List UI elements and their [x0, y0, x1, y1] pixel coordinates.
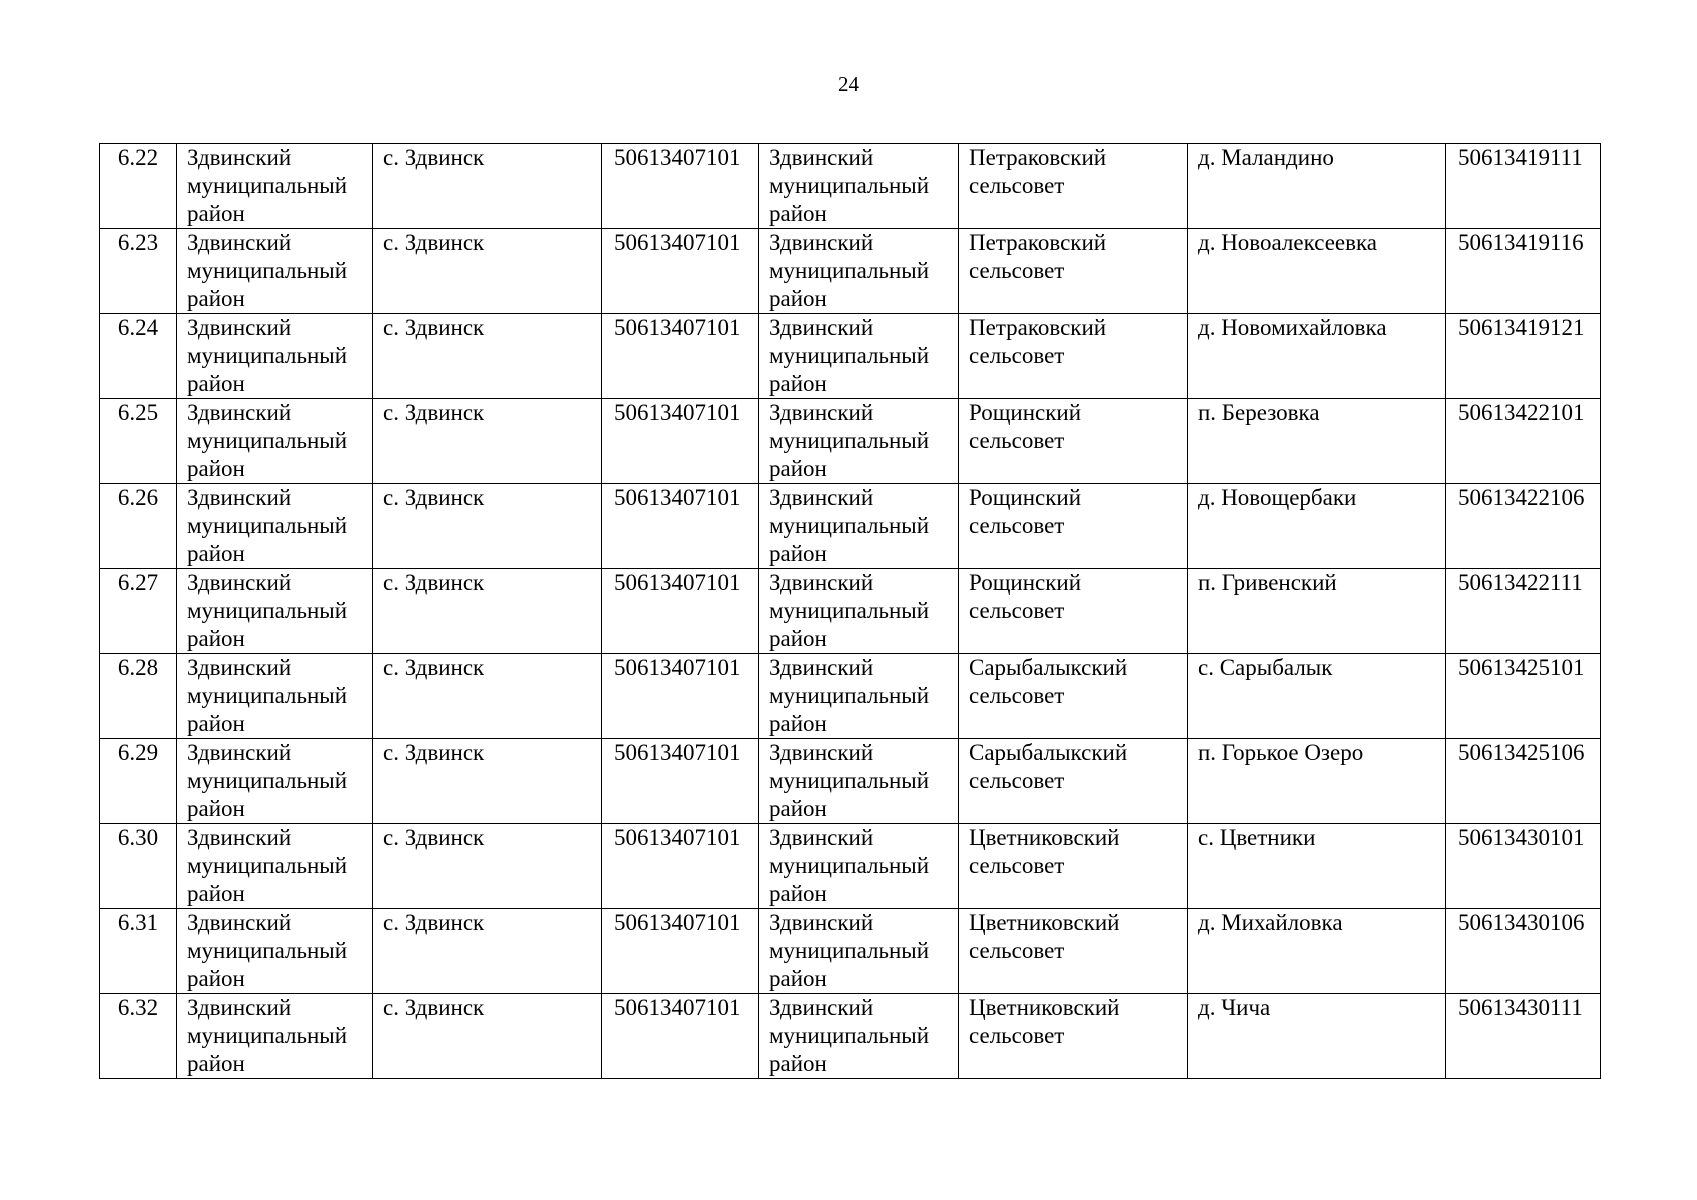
council-cell: Сарыбалыкский сельсовет: [959, 739, 1188, 824]
district-cell: Здвинский муниципальный район: [177, 824, 373, 909]
table-row: [100, 484, 1601, 569]
admin-center-code-cell: 50613407101: [602, 824, 759, 909]
table-body: [100, 144, 1601, 1079]
settlement-code-cell: 50613430106: [1446, 909, 1601, 994]
table-row: [100, 399, 1601, 484]
admin-center-code-cell: 50613407101: [602, 739, 759, 824]
admin-center-code-cell: 50613407101: [602, 909, 759, 994]
table-row: [100, 739, 1601, 824]
table-row: [100, 144, 1601, 229]
council-cell: Петраковский сельсовет: [959, 229, 1188, 314]
row-number-cell: 6.25: [100, 399, 177, 484]
admin-center-cell: с. Здвинск: [373, 484, 602, 569]
settlement-code-cell: 50613430101: [1446, 824, 1601, 909]
row-number-cell: 6.29: [100, 739, 177, 824]
municipal-district-cell: Здвинский муниципальный район: [759, 569, 959, 654]
council-cell: Рощинский сельсовет: [959, 569, 1188, 654]
municipal-district-cell: Здвинский муниципальный район: [759, 654, 959, 739]
admin-center-cell: с. Здвинск: [373, 739, 602, 824]
settlement-cell: с. Сарыбалык: [1188, 654, 1446, 739]
district-cell: Здвинский муниципальный район: [177, 569, 373, 654]
admin-center-cell: с. Здвинск: [373, 909, 602, 994]
admin-center-code-cell: 50613407101: [602, 229, 759, 314]
row-number-cell: 6.26: [100, 484, 177, 569]
admin-center-code-cell: 50613407101: [602, 144, 759, 229]
settlement-cell: п. Гривенский: [1188, 569, 1446, 654]
table-row: [100, 654, 1601, 739]
settlement-cell: с. Цветники: [1188, 824, 1446, 909]
settlement-cell: п. Горькое Озеро: [1188, 739, 1446, 824]
settlements-table: [99, 143, 1601, 1079]
settlement-cell: д. Новоалексеевка: [1188, 229, 1446, 314]
municipal-district-cell: Здвинский муниципальный район: [759, 314, 959, 399]
admin-center-code-cell: 50613407101: [602, 484, 759, 569]
municipal-district-cell: Здвинский муниципальный район: [759, 824, 959, 909]
admin-center-code-cell: 50613407101: [602, 314, 759, 399]
admin-center-code-cell: 50613407101: [602, 654, 759, 739]
settlement-code-cell: 50613419116: [1446, 229, 1601, 314]
row-number-cell: 6.22: [100, 144, 177, 229]
district-cell: Здвинский муниципальный район: [177, 909, 373, 994]
district-cell: Здвинский муниципальный район: [177, 314, 373, 399]
municipal-district-cell: Здвинский муниципальный район: [759, 144, 959, 229]
row-number-cell: 6.32: [100, 994, 177, 1079]
settlement-code-cell: 50613425106: [1446, 739, 1601, 824]
council-cell: Цветниковский сельсовет: [959, 909, 1188, 994]
district-cell: Здвинский муниципальный район: [177, 399, 373, 484]
settlement-cell: п. Березовка: [1188, 399, 1446, 484]
admin-center-cell: с. Здвинск: [373, 994, 602, 1079]
table-row: [100, 229, 1601, 314]
admin-center-cell: с. Здвинск: [373, 399, 602, 484]
municipal-district-cell: Здвинский муниципальный район: [759, 909, 959, 994]
table-row: [100, 994, 1601, 1079]
district-cell: Здвинский муниципальный район: [177, 144, 373, 229]
settlement-code-cell: 50613430111: [1446, 994, 1601, 1079]
admin-center-cell: с. Здвинск: [373, 824, 602, 909]
municipal-district-cell: Здвинский муниципальный район: [759, 399, 959, 484]
settlement-code-cell: 50613422101: [1446, 399, 1601, 484]
district-cell: Здвинский муниципальный район: [177, 654, 373, 739]
council-cell: Цветниковский сельсовет: [959, 994, 1188, 1079]
table-row: [100, 909, 1601, 994]
council-cell: Петраковский сельсовет: [959, 144, 1188, 229]
row-number-cell: 6.23: [100, 229, 177, 314]
admin-center-cell: с. Здвинск: [373, 569, 602, 654]
settlement-code-cell: 50613425101: [1446, 654, 1601, 739]
table-row: [100, 314, 1601, 399]
settlement-code-cell: 50613422106: [1446, 484, 1601, 569]
settlement-cell: д. Новощербаки: [1188, 484, 1446, 569]
district-cell: Здвинский муниципальный район: [177, 484, 373, 569]
municipal-district-cell: Здвинский муниципальный район: [759, 739, 959, 824]
admin-center-cell: с. Здвинск: [373, 229, 602, 314]
settlement-cell: д. Новомихайловка: [1188, 314, 1446, 399]
council-cell: Петраковский сельсовет: [959, 314, 1188, 399]
row-number-cell: 6.24: [100, 314, 177, 399]
page-number: 24: [838, 72, 859, 96]
council-cell: Сарыбалыкский сельсовет: [959, 654, 1188, 739]
settlement-cell: д. Михайловка: [1188, 909, 1446, 994]
row-number-cell: 6.31: [100, 909, 177, 994]
table-row: [100, 824, 1601, 909]
district-cell: Здвинский муниципальный район: [177, 994, 373, 1079]
council-cell: Рощинский сельсовет: [959, 484, 1188, 569]
council-cell: Рощинский сельсовет: [959, 399, 1188, 484]
settlement-code-cell: 50613422111: [1446, 569, 1601, 654]
admin-center-cell: с. Здвинск: [373, 314, 602, 399]
admin-center-code-cell: 50613407101: [602, 569, 759, 654]
municipal-district-cell: Здвинский муниципальный район: [759, 484, 959, 569]
table-row: [100, 569, 1601, 654]
district-cell: Здвинский муниципальный район: [177, 739, 373, 824]
settlement-cell: д. Чича: [1188, 994, 1446, 1079]
settlement-code-cell: 50613419111: [1446, 144, 1601, 229]
row-number-cell: 6.30: [100, 824, 177, 909]
settlement-cell: д. Маландино: [1188, 144, 1446, 229]
admin-center-code-cell: 50613407101: [602, 399, 759, 484]
row-number-cell: 6.27: [100, 569, 177, 654]
admin-center-code-cell: 50613407101: [602, 994, 759, 1079]
settlement-code-cell: 50613419121: [1446, 314, 1601, 399]
row-number-cell: 6.28: [100, 654, 177, 739]
district-cell: Здвинский муниципальный район: [177, 229, 373, 314]
municipal-district-cell: Здвинский муниципальный район: [759, 994, 959, 1079]
council-cell: Цветниковский сельсовет: [959, 824, 1188, 909]
municipal-district-cell: Здвинский муниципальный район: [759, 229, 959, 314]
admin-center-cell: с. Здвинск: [373, 144, 602, 229]
admin-center-cell: с. Здвинск: [373, 654, 602, 739]
